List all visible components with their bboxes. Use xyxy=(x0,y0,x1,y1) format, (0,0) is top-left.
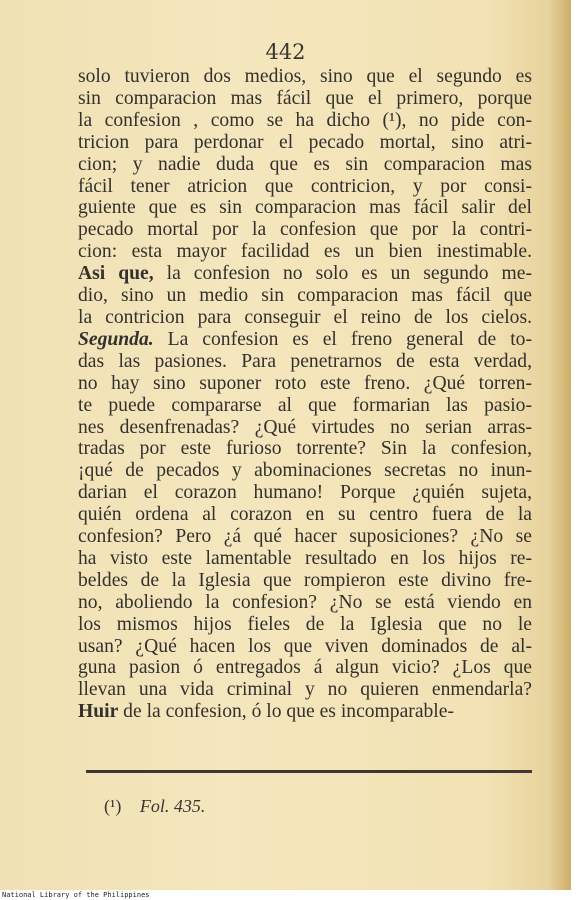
text-line: Huir de la confesion, ó lo que es incomparable- xyxy=(78,701,454,723)
footnote xyxy=(104,796,205,817)
text-line: cion; y nadie duda que es sin comparacion mas xyxy=(78,153,532,175)
text-line: ha visto este lamentable resultado en los hijos re- xyxy=(78,547,532,569)
body-text xyxy=(78,66,532,723)
library-credit: National Library of the Philippines xyxy=(2,891,150,899)
emphasized-word: Asi que, xyxy=(78,263,154,285)
footnote-rule xyxy=(86,770,532,773)
text-line: nes desenfrenadas? ¿Qué virtudes no serian arras- xyxy=(78,416,532,438)
text-line: fácil tener atricion que contricion, y por consi- xyxy=(78,175,532,197)
text-line: la contricion para conseguir el reino de los cielos. xyxy=(78,306,532,328)
text-line: quién ordena al corazon en su centro fuera de la xyxy=(78,504,532,526)
emphasized-word: Huir xyxy=(78,701,119,723)
text-line: das las pasiones. Para penetrarnos de esta verdad, xyxy=(78,350,532,372)
text-line: no hay sino suponer roto este freno. ¿Qué torren- xyxy=(78,372,532,394)
text-line: no, aboliendo la confesion? ¿No se está viendo en xyxy=(78,591,532,613)
text-line: llevan una vida criminal y no quieren enmendarla? xyxy=(78,679,532,701)
text-line: tricion para perdonar el pecado mortal, sino atri- xyxy=(78,131,532,153)
text-line: te puede compararse al que formarian las pasio- xyxy=(78,394,532,416)
text-line: pecado mortal por la confesion que por la contri- xyxy=(78,219,532,241)
text-line: Asi que, la confesion no solo es un segundo me- xyxy=(78,263,532,285)
text-line: beldes de la Iglesia que rompieron este divino fre- xyxy=(78,569,532,591)
footnote-marker: (¹) xyxy=(104,796,122,816)
text-line: dio, sino un medio sin comparacion mas fácil que xyxy=(78,285,532,307)
text-line: ¡qué de pecados y abominaciones secretas no inun- xyxy=(78,460,532,482)
text-line: usan? ¿Qué hacen los que viven dominados de al- xyxy=(78,635,532,657)
text-line: guiente que es sin comparacion mas fácil salir del xyxy=(78,197,532,219)
text-line: cion: esta mayor facilidad es un bien inestimable. xyxy=(78,241,532,263)
text-line: guna pasion ó entregados á algun vicio? ¿Los que xyxy=(78,657,532,679)
text-line: la confesion , como se ha dicho (¹), no pide con- xyxy=(78,109,532,131)
page-number: 442 xyxy=(265,40,306,64)
text-line: los mismos hijos fieles de la Iglesia que no le xyxy=(78,613,532,635)
text-line: darian el corazon humano! Porque ¿quién sujeta, xyxy=(78,482,532,504)
emphasized-word: Segunda. xyxy=(78,328,154,350)
text-line: Segunda. La confesion es el freno general de to- xyxy=(78,328,532,350)
footnote-reference: Fol. 435. xyxy=(139,796,206,816)
text-line: confesion? Pero ¿á qué hacer suposiciones? ¿No se xyxy=(78,526,532,548)
text-line: tradas por este furioso torrente? Sin la confesion, xyxy=(78,438,532,460)
text-line: sin comparacion mas fácil que el primero, porque xyxy=(78,87,532,109)
text-line: solo tuvieron dos medios, sino que el segundo es xyxy=(78,66,532,87)
